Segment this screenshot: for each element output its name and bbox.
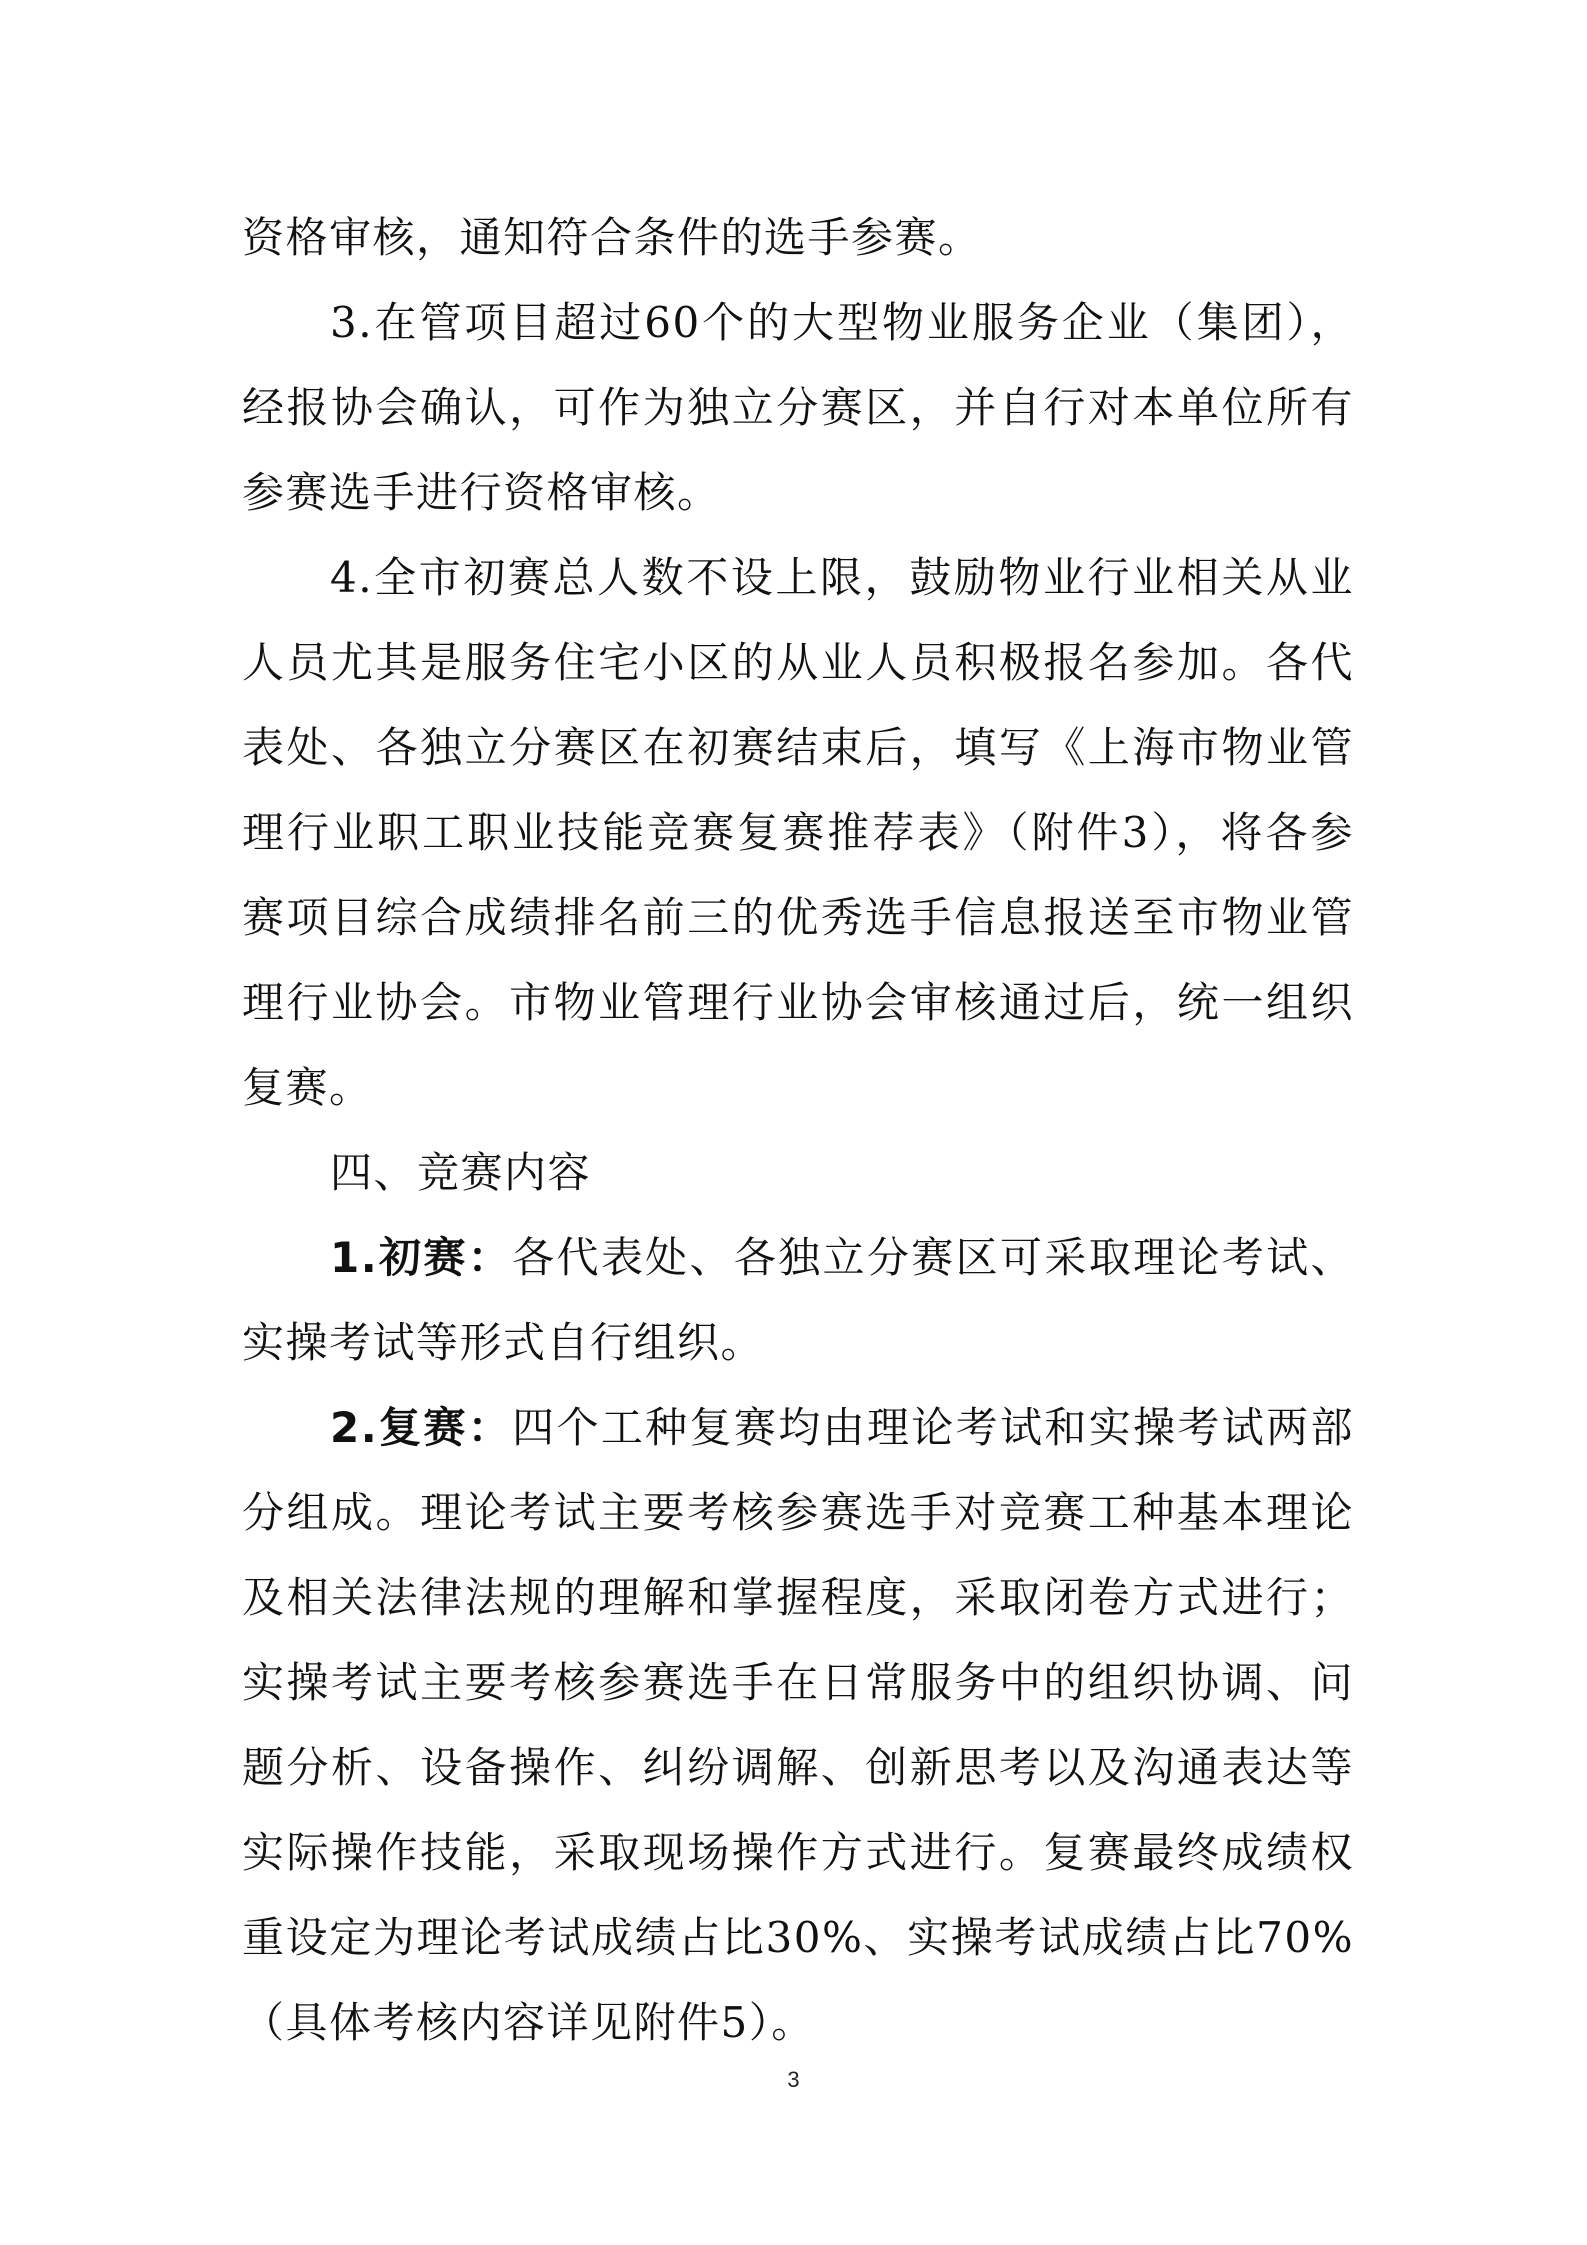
paragraph-continuation: 资格审核，通知符合条件的选手参赛。 <box>242 213 982 262</box>
page-number: 3 <box>787 2067 800 2092</box>
semifinal-label: 2.复赛： <box>330 1403 513 1452</box>
paragraph-item-4: 4.全市初赛总人数不设上限，鼓励物业行业相关从业人员尤其是服务住宅小区的从业人员积极报名参加。各代表处、各独立分赛区在初赛结束后，填写《上海市物业管理行业职工职业技能竞赛复赛推荐表》（附件3），将各参赛项目综合成绩排名前三的优秀选手信息报送至市物业管理行业协会。市物业管理行业协会审核通过后，统一组织复赛。 <box>242 553 1354 1112</box>
section-heading: 四、竞赛内容 <box>330 1148 592 1197</box>
preliminary-text: 各代表处、各独立分赛区可采取理论考试、实操考试等形式自行组织。 <box>242 1233 1354 1367</box>
semifinal-text: 四个工种复赛均由理论考试和实操考试两部分组成。理论考试主要考核参赛选手对竞赛工种基本理论及相关法律法规的理解和掌握程度，采取闭卷方式进行；实操考试主要考核参赛选手在日常服务中的组织协调、问题分析、设备操作、纠纷调解、创新思考以及沟通表达等实际操作技能，采取现场操作方式进行。复赛最终成绩权重设定为理论考试成绩占比30%、实操考试成绩占比70%（具体考核内容详见附件5）。 <box>242 1403 1354 2047</box>
document-body <box>242 195 1354 2065</box>
paragraph-semifinal <box>242 1385 1354 2065</box>
paragraph-item-3: 3.在管项目超过60个的大型物业服务企业（集团），经报协会确认，可作为独立分赛区，并自行对本单位所有参赛选手进行资格审核。 <box>242 298 1354 517</box>
paragraph-preliminary <box>242 1215 1354 1385</box>
preliminary-label: 1.初赛： <box>330 1233 513 1282</box>
